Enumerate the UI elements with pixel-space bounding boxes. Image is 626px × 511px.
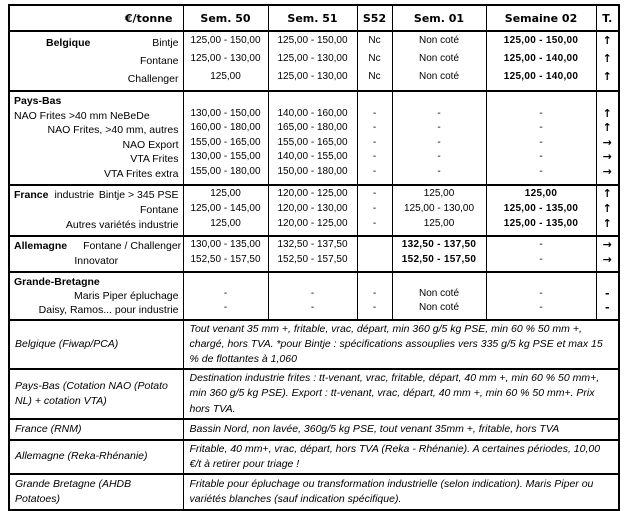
trend-up-arrow-icon: ↑ <box>602 70 612 83</box>
s52-cell <box>357 91 392 185</box>
price-value: 125,00 - 150,00 <box>277 35 348 46</box>
price-value: - <box>539 301 543 313</box>
price-value: - <box>437 151 441 163</box>
price-value: Non coté <box>418 301 460 313</box>
price-value: - <box>437 107 441 119</box>
s52-cell <box>357 272 392 320</box>
price-value: - <box>437 136 441 148</box>
note-label: Allemagne (Reka-Rhénanie) <box>9 440 183 474</box>
sem01-cell <box>392 272 486 320</box>
s52-cell <box>357 31 392 91</box>
trend-cell <box>596 91 619 185</box>
table-row <box>9 185 619 236</box>
trend-up-arrow-icon: ↑ <box>602 52 612 65</box>
price-value: Non coté <box>418 71 460 82</box>
header-sem51: Sem. 51 <box>268 5 357 31</box>
price-value: 120,00 - 125,00 <box>277 217 348 229</box>
price-value: 125,00 - 135,00 <box>503 217 579 229</box>
price-value: 125,00 <box>210 217 241 229</box>
price-value: 125,00 - 135,00 <box>503 202 579 214</box>
sem02-cell <box>486 185 596 236</box>
region-qualifier: industrie <box>54 188 95 201</box>
sem01-cell <box>392 31 486 91</box>
trend-cell <box>596 185 619 236</box>
header-trend: T. <box>596 5 619 31</box>
notes-section <box>9 320 619 511</box>
header-sem02: Semaine 02 <box>486 5 596 31</box>
trend-dash: - <box>604 286 610 300</box>
region-name: Pays-Bas <box>14 95 62 107</box>
price-value: - <box>372 202 377 214</box>
variety-label: Fontane <box>139 203 179 216</box>
note-label: Belgique (Fiwap/PCA) <box>9 320 183 370</box>
price-value: Non coté <box>418 287 460 299</box>
sem50-cell <box>183 31 268 91</box>
sem51-cell <box>268 185 357 236</box>
header-sem50: Sem. 50 <box>183 5 268 31</box>
s52-cell <box>357 236 392 272</box>
trend-dash: - <box>604 300 610 314</box>
price-value: 125,00 - 150,00 <box>503 35 579 46</box>
note-row <box>9 320 619 370</box>
price-value: 132,50 - 137,50 <box>401 238 477 250</box>
section-grande-bretagne <box>9 272 619 320</box>
price-value: 125,00 - 130,00 <box>277 53 348 64</box>
price-value: Non coté <box>418 35 460 46</box>
price-value: 125,00 <box>210 71 241 82</box>
sem02-cell <box>486 236 596 272</box>
price-value: 125,00 - 130,00 <box>277 71 348 82</box>
trend-up-arrow-icon: ↑ <box>602 186 612 200</box>
region-cell <box>9 236 183 272</box>
price-value: 125,00 <box>210 187 241 199</box>
table-row <box>9 91 619 185</box>
potato-price-table <box>8 4 620 511</box>
variety-label: Daisy, Ramos... pour industrie <box>38 303 179 316</box>
trend-cell <box>596 236 619 272</box>
price-value: 155,00 - 165,00 <box>190 136 261 148</box>
trend-cell <box>596 31 619 91</box>
sem51-cell <box>268 31 357 91</box>
price-value: 125,00 - 150,00 <box>190 35 261 46</box>
note-label: Grande Bretagne (AHDB Potatoes) <box>9 474 183 510</box>
table-row <box>9 236 619 272</box>
region-cell <box>9 272 183 320</box>
price-value: 130,00 - 155,00 <box>190 151 261 163</box>
sem02-cell <box>486 31 596 91</box>
price-value: - <box>372 151 377 163</box>
variety-label: Autres variétés industrie <box>65 218 179 231</box>
price-value: 125,00 - 130,00 <box>190 53 261 64</box>
price-value: - <box>310 287 315 299</box>
trend-right-arrow-icon: → <box>602 237 612 251</box>
price-value: - <box>223 287 228 299</box>
price-value: 130,00 - 135,00 <box>190 238 261 250</box>
price-value: 152,50 - 157,50 <box>401 253 477 265</box>
price-value: - <box>372 217 377 229</box>
region-cell <box>9 91 183 185</box>
section-france <box>9 185 619 236</box>
price-value: - <box>223 301 228 313</box>
price-value: 125,00 - 140,00 <box>503 53 579 64</box>
price-value: 125,00 - 130,00 <box>403 202 475 214</box>
section-pays-bas <box>9 91 619 185</box>
sem01-cell <box>392 185 486 236</box>
sem02-cell <box>486 272 596 320</box>
trend-right-arrow-icon: → <box>602 135 612 149</box>
price-value: - <box>539 238 543 250</box>
table-row <box>9 31 619 91</box>
section-belgique <box>9 31 619 91</box>
note-text: Tout venant 35 mm +, fritable, vrac, départ, min 360 g/5 kg PSE, min 60 % 50 mm +, chargé, hors TVA. *pour Bintje : spécifications assouplies vers 335 g/5 kg PSE et max 15 % de flottantes à 1,060 <box>183 320 619 370</box>
note-row <box>9 419 619 440</box>
note-label: France (RNM) <box>9 419 183 440</box>
price-value: - <box>539 165 543 177</box>
sem50-cell <box>183 185 268 236</box>
note-text: Fritable pour épluchage ou transformation industrielle (selon indication). Maris Piper ou variétés blanches (sauf indication spécifique). <box>183 474 619 510</box>
variety-label: Bintje > 345 PSE <box>98 188 179 201</box>
variety-label: Challenger <box>127 73 179 85</box>
price-value: - <box>372 165 377 177</box>
header-sem01: Sem. 01 <box>392 5 486 31</box>
price-value: - <box>372 187 377 199</box>
price-value: 140,00 - 160,00 <box>277 107 348 119</box>
note-text: Fritable, 40 mm+, vrac, départ, hors TVA (Reka - Rhénanie). A certaines périodes, 10,00 €/t à retirer pour triage ! <box>183 440 619 474</box>
variety-label: NAO Frites >40 mm NeBeDe <box>14 109 150 122</box>
sem51-cell <box>268 91 357 185</box>
sem51-cell <box>268 236 357 272</box>
table-header <box>9 5 619 31</box>
trend-cell <box>596 272 619 320</box>
variety-label: Maris Piper épluchage <box>74 289 179 302</box>
price-value: 160,00 - 180,00 <box>190 122 261 134</box>
price-value: - <box>437 165 441 177</box>
variety-label: NAO Frites, >40 mm, autres <box>47 124 179 137</box>
sem01-cell <box>392 91 486 185</box>
region-name: Belgique <box>46 37 91 49</box>
price-value: 132,50 - 137,50 <box>277 238 348 250</box>
trend-right-arrow-icon: → <box>602 252 612 266</box>
price-value: - <box>539 122 543 134</box>
region-name: Grande-Bretagne <box>14 275 100 288</box>
header-row <box>9 5 619 31</box>
trend-up-arrow-icon: ↑ <box>602 34 612 47</box>
note-text: Bassin Nord, non lavée, 360g/5 kg PSE, tout venant 35mm +, fritable, hors TVA <box>183 419 619 440</box>
note-row <box>9 474 619 510</box>
price-value: 125,00 - 140,00 <box>503 71 579 82</box>
variety-label: VTA Frites <box>130 153 179 166</box>
sem50-cell <box>183 272 268 320</box>
variety-label: Fontane / Challenger <box>83 239 182 252</box>
note-row <box>9 369 619 419</box>
price-value: - <box>437 122 441 134</box>
s52-cell <box>357 185 392 236</box>
note-text: Destination industrie frites : tt-venant, vrac, fritable, départ, 40 mm +, min 60 % 50 mm+, min 360 g/5 kg PSE). Export : tt-venant, vrac, départ, 40 mm +, min 60 % 50 mm+. Prix hors TVA. <box>183 369 619 419</box>
price-value: - <box>372 136 377 148</box>
trend-right-arrow-icon: → <box>602 150 612 164</box>
region-cell <box>9 185 183 236</box>
price-value: - <box>539 107 543 119</box>
trend-up-arrow-icon: ↑ <box>602 106 612 120</box>
price-value: 125,00 - 145,00 <box>190 202 261 214</box>
section-allemagne <box>9 236 619 272</box>
price-value: Nc <box>368 71 381 82</box>
table-row <box>9 272 619 320</box>
price-value: - <box>372 287 377 299</box>
variety-label: Fontane <box>139 55 179 67</box>
trend-up-arrow-icon: ↑ <box>602 201 612 215</box>
note-label: Pays-Bas (Cotation NAO (Potato NL) + cotation VTA) <box>9 369 183 419</box>
sem02-cell <box>486 91 596 185</box>
variety-label: VTA Frites extra <box>104 167 179 180</box>
sem50-cell <box>183 236 268 272</box>
price-value: 152,50 - 157,50 <box>277 253 348 265</box>
price-value: 152,50 - 157,50 <box>190 253 261 265</box>
region-cell <box>9 31 183 91</box>
price-value: Nc <box>368 35 381 46</box>
price-value: - <box>539 136 543 148</box>
trend-up-arrow-icon: ↑ <box>602 121 612 135</box>
note-row <box>9 440 619 474</box>
price-value: 120,00 - 125,00 <box>277 187 348 199</box>
price-value: - <box>372 122 377 134</box>
price-value: 140,00 - 155,00 <box>277 151 348 163</box>
price-value: 155,00 - 165,00 <box>277 136 348 148</box>
sem01-cell <box>392 236 486 272</box>
price-value: - <box>310 301 315 313</box>
header-unit: €/tonne <box>9 5 183 31</box>
sem50-cell <box>183 91 268 185</box>
price-value: - <box>539 287 543 299</box>
price-value: 125,00 <box>423 217 455 229</box>
price-value: 130,00 - 150,00 <box>190 107 261 119</box>
trend-up-arrow-icon: ↑ <box>602 216 612 230</box>
region-name: Allemagne <box>14 239 68 252</box>
price-value: - <box>372 301 377 313</box>
price-value: 150,00 - 180,00 <box>277 165 348 177</box>
price-value: Non coté <box>418 53 460 64</box>
trend-right-arrow-icon: → <box>602 164 612 178</box>
variety-label: NAO Export <box>122 138 179 151</box>
price-value: Nc <box>368 53 381 64</box>
variety-label: Bintje <box>152 37 179 49</box>
header-s52: S52 <box>357 5 392 31</box>
price-value: - <box>539 151 543 163</box>
price-value: 120,00 - 130,00 <box>277 202 348 214</box>
region-name: France <box>14 188 49 201</box>
price-value: 125,00 <box>423 187 455 199</box>
variety-label: Innovator <box>74 254 119 267</box>
price-value: 165,00 - 180,00 <box>277 122 348 134</box>
price-value: 155,00 - 180,00 <box>190 165 261 177</box>
price-value: - <box>372 107 377 119</box>
price-value: - <box>539 253 543 265</box>
price-value: 125,00 <box>524 187 558 199</box>
sem51-cell <box>268 272 357 320</box>
